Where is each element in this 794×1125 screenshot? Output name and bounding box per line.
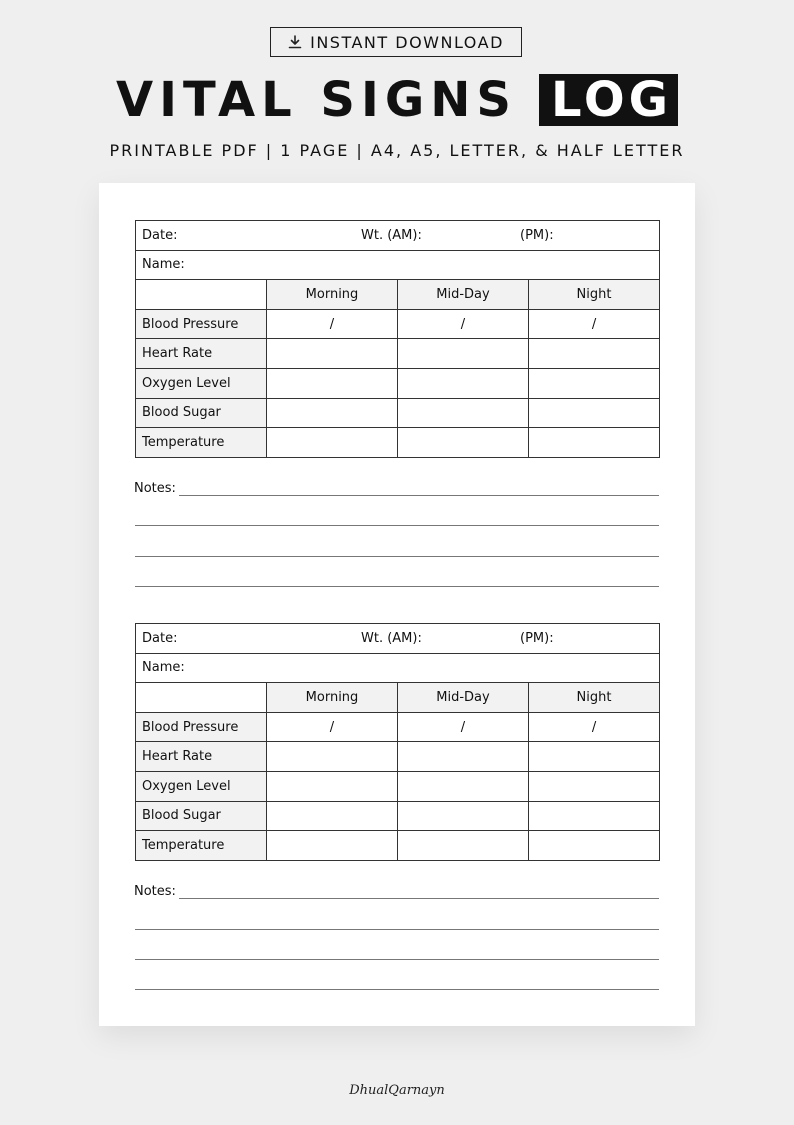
table-row <box>136 339 660 369</box>
date-row <box>136 221 660 251</box>
row-label-temperature: Temperature <box>136 428 267 458</box>
page-title <box>0 74 794 126</box>
notes-label-1: Notes: <box>134 481 176 496</box>
notes-line[interactable] <box>135 525 659 526</box>
table-row <box>136 712 660 742</box>
col-midday: Mid-Day <box>398 280 529 310</box>
pm-label: (PM): <box>520 228 554 243</box>
row-label-heart-rate: Heart Rate <box>136 339 267 369</box>
entry-cell[interactable] <box>529 742 660 772</box>
entry-cell[interactable] <box>267 368 398 398</box>
entry-cell[interactable] <box>267 339 398 369</box>
row-label-oxygen-level: Oxygen Level <box>136 771 267 801</box>
row-label-blood-pressure: Blood Pressure <box>136 309 267 339</box>
table-row <box>136 742 660 772</box>
row-label-blood-sugar: Blood Sugar <box>136 398 267 428</box>
pm-label: (PM): <box>520 631 554 646</box>
bp-morning-cell[interactable]: / <box>267 712 398 742</box>
entry-cell[interactable] <box>267 398 398 428</box>
entry-cell[interactable] <box>267 831 398 861</box>
table-row <box>136 398 660 428</box>
table-row <box>136 428 660 458</box>
corner-cell <box>136 683 267 713</box>
notes-line[interactable] <box>135 929 659 930</box>
name-row <box>136 653 660 683</box>
entry-cell[interactable] <box>529 368 660 398</box>
log-sheet <box>99 183 695 1026</box>
row-label-blood-pressure: Blood Pressure <box>136 712 267 742</box>
bp-midday-cell[interactable]: / <box>398 309 529 339</box>
corner-cell <box>136 280 267 310</box>
name-row <box>136 250 660 280</box>
entry-cell[interactable] <box>267 801 398 831</box>
date-cell[interactable] <box>136 221 660 251</box>
table-row <box>136 801 660 831</box>
bp-night-cell[interactable]: / <box>529 309 660 339</box>
entry-cell[interactable] <box>529 771 660 801</box>
entry-cell[interactable] <box>398 801 529 831</box>
entry-cell[interactable] <box>267 742 398 772</box>
notes-line[interactable] <box>135 556 659 557</box>
entry-cell[interactable] <box>398 771 529 801</box>
entry-cell[interactable] <box>398 742 529 772</box>
table-row <box>136 831 660 861</box>
title-main: VITAL SIGNS <box>115 72 517 128</box>
table-row <box>136 368 660 398</box>
col-midday: Mid-Day <box>398 683 529 713</box>
bp-morning-cell[interactable]: / <box>267 309 398 339</box>
entry-cell[interactable] <box>529 339 660 369</box>
entry-cell[interactable] <box>398 428 529 458</box>
bp-night-cell[interactable]: / <box>529 712 660 742</box>
designer-signature: DhualQarnayn <box>349 1083 445 1098</box>
vitals-table-2 <box>135 623 660 861</box>
row-label-temperature: Temperature <box>136 831 267 861</box>
entry-cell[interactable] <box>529 398 660 428</box>
bp-midday-cell[interactable]: / <box>398 712 529 742</box>
col-night: Night <box>529 683 660 713</box>
entry-cell[interactable] <box>267 771 398 801</box>
notes-line[interactable] <box>179 898 659 899</box>
wt-am-label: Wt. (AM): <box>361 631 422 646</box>
notes-line[interactable] <box>135 989 659 990</box>
row-label-blood-sugar: Blood Sugar <box>136 801 267 831</box>
entry-cell[interactable] <box>398 368 529 398</box>
notes-line[interactable] <box>135 586 659 587</box>
instant-download-badge <box>270 27 522 57</box>
notes-line[interactable] <box>179 495 659 496</box>
date-row <box>136 624 660 654</box>
title-highlight: LOG <box>539 74 678 126</box>
notes-label-2: Notes: <box>134 884 176 899</box>
column-header-row <box>136 280 660 310</box>
col-morning: Morning <box>267 280 398 310</box>
table-row <box>136 309 660 339</box>
download-icon <box>288 35 302 49</box>
name-cell[interactable] <box>136 250 660 280</box>
name-cell[interactable] <box>136 653 660 683</box>
entry-cell[interactable] <box>529 831 660 861</box>
subtitle: PRINTABLE PDF | 1 PAGE | A4, A5, LETTER, & HALF LETTER <box>109 141 685 160</box>
column-header-row <box>136 683 660 713</box>
col-morning: Morning <box>267 683 398 713</box>
entry-cell[interactable] <box>398 831 529 861</box>
date-label: Date: <box>142 227 178 243</box>
entry-cell[interactable] <box>529 428 660 458</box>
date-label: Date: <box>142 630 178 646</box>
notes-line[interactable] <box>135 959 659 960</box>
col-night: Night <box>529 280 660 310</box>
entry-cell[interactable] <box>267 428 398 458</box>
table-row <box>136 771 660 801</box>
row-label-heart-rate: Heart Rate <box>136 742 267 772</box>
row-label-oxygen-level: Oxygen Level <box>136 368 267 398</box>
date-cell[interactable] <box>136 624 660 654</box>
vitals-table-1 <box>135 220 660 458</box>
entry-cell[interactable] <box>529 801 660 831</box>
name-label: Name: <box>142 660 185 676</box>
name-label: Name: <box>142 257 185 273</box>
wt-am-label: Wt. (AM): <box>361 228 422 243</box>
entry-cell[interactable] <box>398 339 529 369</box>
badge-label: INSTANT DOWNLOAD <box>310 32 504 52</box>
entry-cell[interactable] <box>398 398 529 428</box>
